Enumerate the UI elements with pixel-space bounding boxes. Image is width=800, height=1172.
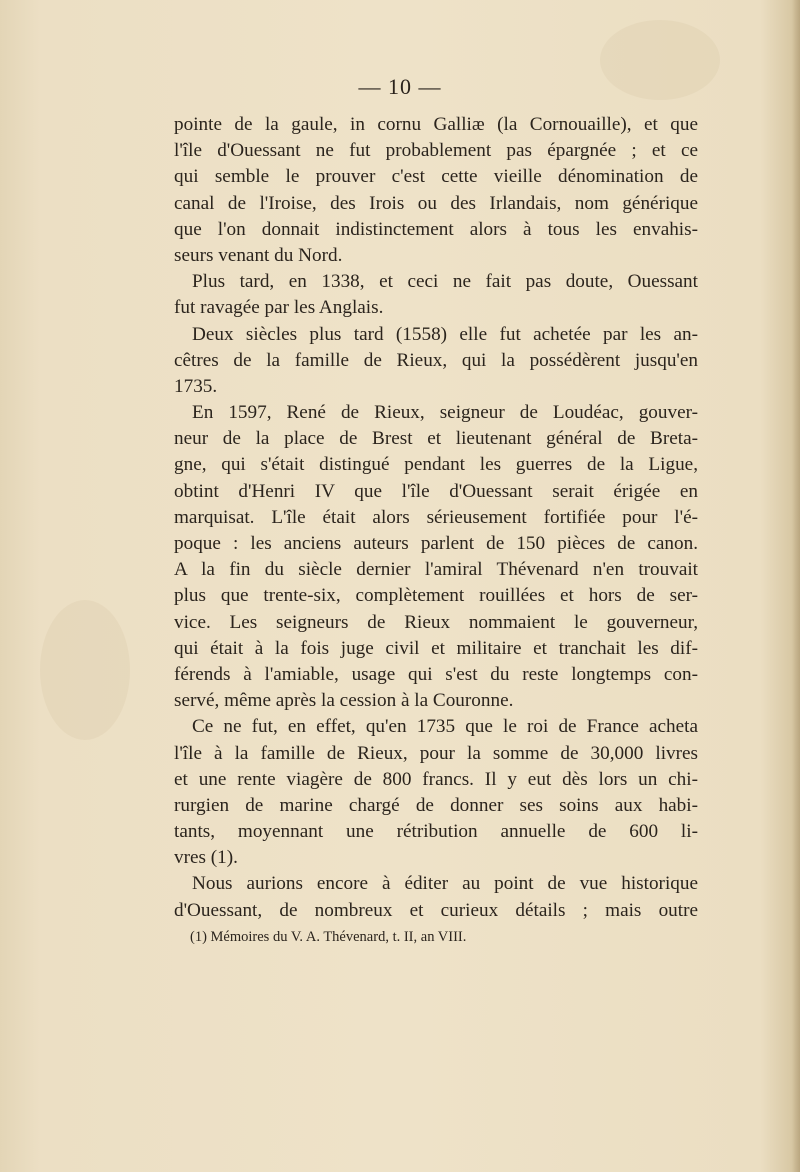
- text-line: Ce ne fut, en effet, qu'en 1735 que le roi de France acheta: [192, 716, 698, 738]
- page-edge-shadow: [792, 0, 800, 1172]
- text-line: tants, moyennant une rétribution annuelle de 600 li-: [174, 821, 698, 843]
- text-line: d'Ouessant, de nombreux et curieux détails ; mais outre: [174, 899, 698, 921]
- text-line: En 1597, René de Rieux, seigneur de Loudéac, gouver-: [192, 402, 698, 424]
- text-line: canal de l'Iroise, des Irois ou des Irlandais, nom générique: [174, 192, 698, 214]
- text-line: Nous aurions encore à éditer au point de vue historique: [192, 873, 698, 895]
- text-line: l'île à la famille de Rieux, pour la somme de 30,000 livres: [174, 742, 698, 764]
- text-line: qui semble le prouver c'est cette vieille dénomination de: [174, 166, 698, 188]
- text-line: rurgien de marine chargé de donner ses soins aux habi-: [174, 794, 698, 816]
- text-line: Deux siècles plus tard (1558) elle fut achetée par les an-: [192, 323, 698, 345]
- text-line: vice. Les seigneurs de Rieux nommaient le gouverneur,: [174, 611, 698, 633]
- text-line: A la fin du siècle dernier l'amiral Thévenard n'en trouvait: [174, 559, 698, 581]
- text-line: plus que trente-six, complètement rouillées et hors de ser-: [174, 585, 698, 607]
- text-line: poque : les anciens auteurs parlent de 150 pièces de canon.: [174, 533, 698, 554]
- text-line: obtint d'Henri IV que l'île d'Ouessant serait érigée en: [174, 480, 698, 502]
- text-line: que l'on donnait indistinctement alors à tous les envahis-: [174, 218, 698, 240]
- text-line: vres (1).: [174, 847, 238, 869]
- text-line: seurs venant du Nord.: [174, 244, 343, 266]
- paper-stain: [40, 600, 130, 740]
- text-line: neur de la place de Brest et lieutenant général de Breta-: [174, 428, 698, 450]
- text-line: servé, même après la cession à la Couronne.: [174, 690, 514, 712]
- body-text: [174, 112, 698, 924]
- text-line: cêtres de la famille de Rieux, qui la possédèrent jusqu'en: [174, 349, 698, 371]
- text-line: l'île d'Ouessant ne fut probablement pas épargnée ; et ce: [174, 140, 698, 162]
- text-line: 1735.: [174, 375, 218, 397]
- text-line: et une rente viagère de 800 francs. Il y eut dès lors un chi-: [174, 768, 698, 790]
- text-line: qui était à la fois juge civil et militaire et tranchait les dif-: [174, 637, 698, 659]
- text-line: fut ravagée par les Anglais.: [174, 297, 384, 319]
- text-line: gne, qui s'était distingué pendant les guerres de la Ligue,: [174, 454, 698, 476]
- text-line: férends à l'amiable, usage qui s'est du reste longtemps con-: [174, 663, 698, 685]
- page-number: — 10 —: [358, 74, 442, 99]
- text-line: pointe de la gaule, in cornu Galliæ (la Cornouaille), et que: [174, 114, 698, 135]
- footnote: (1) Mémoires du V. A. Thévenard, t. II, an VIII.: [190, 929, 467, 945]
- text-line: marquisat. L'île était alors sérieusement fortifiée pour l'é-: [174, 506, 698, 528]
- text-line: Plus tard, en 1338, et ceci ne fait pas doute, Ouessant: [192, 271, 698, 293]
